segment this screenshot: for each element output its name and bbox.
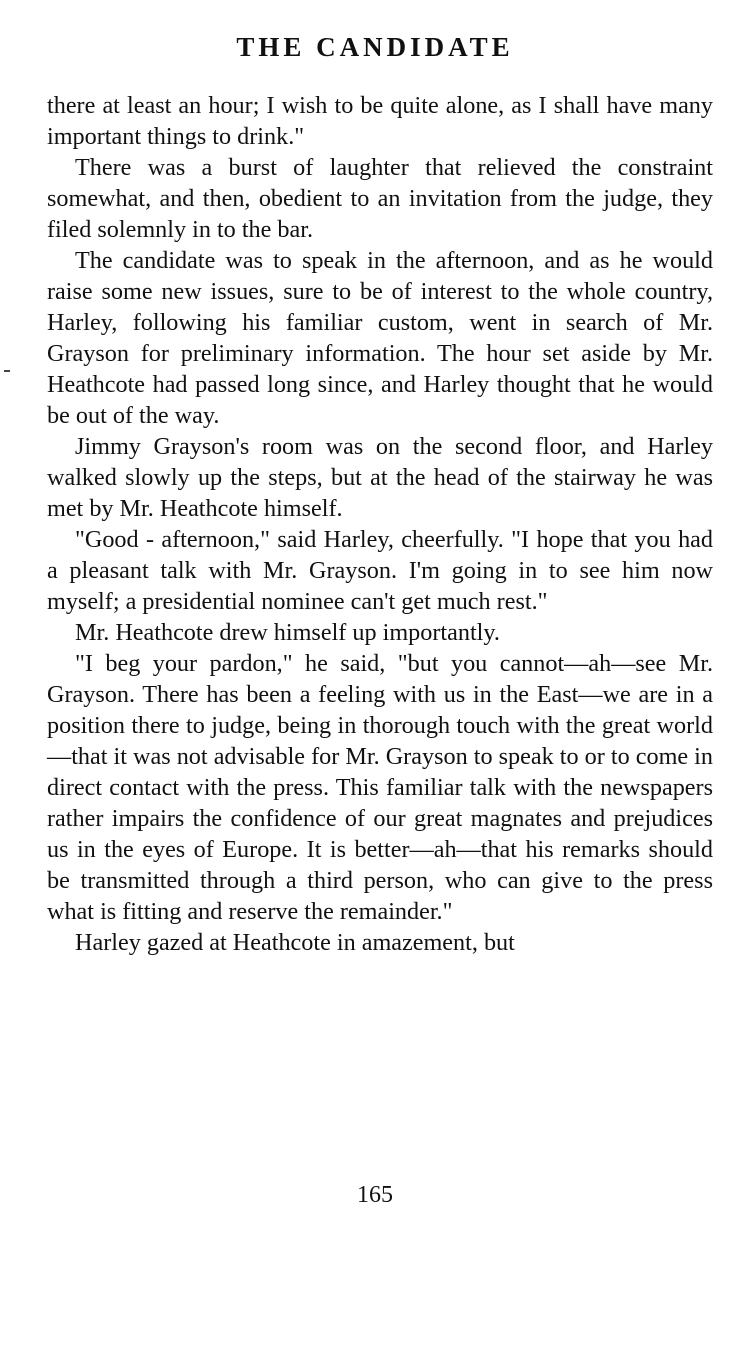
paragraph-continuation: there at least an hour; I wish to be quite alone, as I shall have many important things to drink." xyxy=(47,92,713,150)
paragraph: Mr. Heathcote drew himself up importantly. xyxy=(75,619,500,646)
paragraph: There was a burst of laughter that relieved the constraint somewhat, and then, obedient to an invitation from the judge, they filed solemnly in to the bar. xyxy=(47,154,713,243)
running-head: THE CANDIDATE xyxy=(236,32,514,62)
paragraph: The candidate was to speak in the afternoon, and as he would raise some new issues, sure to be of interest to the whole country, Harley, following his familiar custom, went in search of Mr. Grayson for preliminary information. The hour set aside by Mr. Heathcote had passed long since, and Harley thought that he would be out of the way. xyxy=(47,247,713,429)
paragraph: "I beg your pardon," he said, "but you cannot—ah—see Mr. Grayson. There has been a feeling with us in the East—we are in a position there to judge, being in thorough touch with the great world—that it was not advisable for Mr. Grayson to speak to or to come in direct contact with the press. This familiar talk with the newspapers rather impairs the confidence of our great magnates and prejudices us in the eyes of Europe. It is better—ah—that his remarks should be transmitted through a third person, who can give to the press what is fitting and reserve the remainder." xyxy=(47,650,713,925)
page-number: 165 xyxy=(357,1182,393,1208)
paragraph: "Good - afternoon," said Harley, cheerfully. "I hope that you had a pleasant talk with Mr. Grayson. I'm going in to see him now myself; a presidential nominee can't get much rest." xyxy=(47,526,713,615)
margin-mark xyxy=(4,370,10,372)
body-text xyxy=(47,90,713,958)
paragraph: Harley gazed at Heathcote in amazement, but xyxy=(75,929,515,956)
paragraph: Jimmy Grayson's room was on the second floor, and Harley walked slowly up the steps, but at the head of the stairway he was met by Mr. Heathcote himself. xyxy=(47,433,713,522)
